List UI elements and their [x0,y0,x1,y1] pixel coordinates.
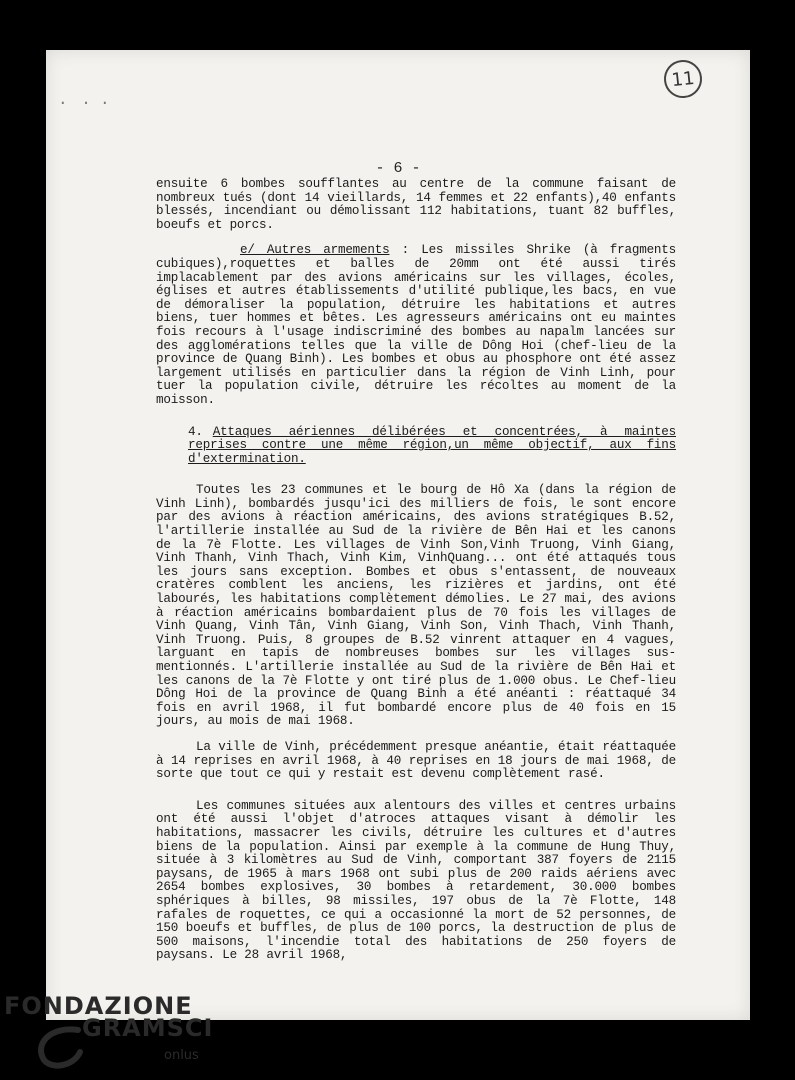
logo-text-fondazione: FONDAZIONE [4,992,193,1020]
page-number: - 6 - [375,160,421,177]
folio-stamp: 11 [662,58,704,100]
paragraph-5: Les communes situées aux alentours des villes et centres urbains ont été aussi l'objet d'atroces attaques visant à démolir les habitations, massacrer les civils, détruire les cultures et d'autres biens de la population. Ainsi par exemple à la commune de Hung Thuy, située à 3 kilomètres au Sud de Vinh, comportant 387 foyers de 2115 paysans, de 1965 à mars 1968 ont subi plus de 200 raids aériens avec 2654 bombes explosives, 30 bombes à retardement, 30.000 bombes sphériques à billes, 98 missiles, 197 obus de la 7è Flotte, 148 rafales de roquettes, ce qui a occasionné la mort de 52 personnes, de 150 boeufs et buffles, de plus de 100 porcs, la destruction de plus de 500 maisons, l'incendie total des habitations de 250 foyers de paysans. Le 28 avril 1968, [156,798,676,963]
punch-marks-right: · [100,94,112,112]
paragraph-3: Toutes les 23 communes et le bourg de Hô Xa (dans la région de Vinh Linh), bombardés jusqu'ici des milliers de fois, le sont encore par des avions à réaction américains, des avions stratégiques B.52, l'artillerie installée au Sud de la rivière de Bên Hai et les canons de la 7è Flotte. Les villages de Vinh Son,Vinh Truong, Vinh Giang, Vinh Thanh, Vinh Thach, Vinh Kim, VinhQuang... ont été attaqués tous les jours sans exception. Bombes et obus s'entassent, de nouveaux cratères comblent les anciens, les rizières et jardins, ont été labourés, les habitations complètement démolies. Le 27 mai, des avions à réaction américains bombardaient plus de 70 fois les villages de Vinh Quang, Vinh Tân, Vinh Giang, Vinh Son, Vinh Thach, Vinh Thanh, Vinh Truong. Puis, 8 groupes de B.52 vinrent attaquer en 4 vagues, larguant en tapis de nombreuses bombes sur les villages sus-mentionnés. L'artillerie installée au Sud de la rivière de Bên Hai et les canons de la 7è Flotte y ont tiré plus de 1.000 obus. Le Chef-lieu Dông Hoi de la province de Quang Binh a été anéanti : réattaqué 34 fois en avril 1968, il fut bombardé encore plus de 40 fois en 15 jours, au mois de mai 1968. [156,483,676,729]
document-page [46,50,750,1020]
section-4-title: Attaques aériennes délibérées et concentrées, à maintes reprises contre une même région,un même objectif, aux fins d'extermination. [188,424,676,466]
logo-text-onlus: onlus [164,1048,199,1063]
paragraph-2-text: : Les missiles Shrike (à fragments cubiques),roquettes et balles de 20mm ont été aussi tirés implacablement par des avions américains sur les villages, écoles, églises et autres établissements d'utilité publique,les bacs, en vue de démoraliser la population, détruire les habitations et autres biens, tuer hommes et bêtes. Les agresseurs américains ont eu maintes fois recours à l'usage indiscriminé des bombes au napalm lancées sur des agglomérations telles que la ville de Dông Hoi (chef-lieu de la province de Quang Binh). Les bombes et obus au phosphore ont été assez largement utilisés en particulier dans la région de Vinh Linh, pour tuer la population civile, détruire les récoltes au moment de la moisson. [156,243,676,407]
section-4-heading [188,426,676,467]
document-body [156,178,676,963]
punch-marks-left: · · [58,94,93,112]
section-4-number: 4. [188,424,203,439]
paragraph-2 [156,244,676,407]
fondazione-gramsci-logo [4,992,264,1072]
paragraph-4: La ville de Vinh, précédemment presque anéantie, était réattaquée à 14 reprises en avril 1968, à 40 reprises en 18 jours de mai 1968, de sorte que tout ce qui y restait est devenu complètement rasé. [156,739,676,782]
paragraph-1: ensuite 6 bombes soufflantes au centre de la commune faisant de nombreux tués (dont 14 vieillards, 14 femmes et 22 enfants),40 enfants blessés, incendiant ou démolissant 112 habitations, tuant 82 buffles, boeufs et porcs. [156,177,676,232]
section-e-label: e/ Autres armements [240,243,390,258]
logo-swirl-icon [30,1022,90,1072]
logo-text-gramsci: GRAMSCI [82,1014,214,1042]
